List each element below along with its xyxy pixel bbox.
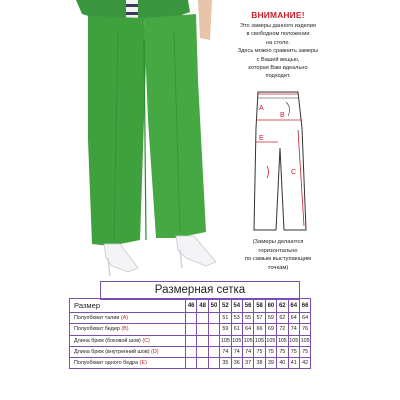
table-cell — [197, 358, 208, 369]
table-cell — [208, 335, 219, 346]
size-header: 50 — [208, 299, 219, 313]
table-cell: 76 — [299, 324, 310, 335]
table-cell: 75 — [265, 346, 276, 357]
table-cell: 75 — [254, 346, 265, 357]
label-a: A — [259, 105, 264, 112]
table-cell: 51 — [220, 313, 231, 324]
table-cell: 75 — [277, 346, 288, 357]
row-label: Полуобхват талии (A) — [70, 313, 186, 324]
table-cell: 105 — [265, 335, 276, 346]
product-photo — [48, 0, 228, 276]
table-row — [70, 346, 311, 357]
notice-title: ВНИМАНИЕ! — [251, 10, 305, 20]
size-header: 60 — [265, 299, 276, 313]
table-cell: 74 — [220, 346, 231, 357]
table-cell: 55 — [242, 313, 253, 324]
table-cell: 74 — [242, 346, 253, 357]
measurement-note: (Замеры делаются горизонтально по самым выступающим точкам) — [244, 239, 312, 271]
label-c: C — [291, 169, 297, 176]
table-cell: 38 — [254, 358, 265, 369]
table-cell: 66 — [254, 324, 265, 335]
measurement-notice — [226, 10, 330, 81]
row-label: Длина брюк (внутренний шов) (D) — [70, 346, 186, 357]
size-grid-title: Размерная сетка — [100, 281, 300, 300]
header-label: Размер — [70, 299, 186, 313]
table-row — [70, 358, 311, 369]
table-cell — [197, 313, 208, 324]
table-cell: 69 — [265, 324, 276, 335]
table-cell: 39 — [265, 358, 276, 369]
table-cell: 105 — [242, 335, 253, 346]
row-label: Полуобхват бедер (B) — [70, 324, 186, 335]
size-header: 64 — [288, 299, 299, 313]
table-cell: 53 — [231, 313, 242, 324]
table-cell: 62 — [277, 313, 288, 324]
table-cell — [208, 358, 219, 369]
table-cell: 42 — [299, 358, 310, 369]
size-header: 48 — [197, 299, 208, 313]
table-cell — [208, 346, 219, 357]
table-cell: 41 — [288, 358, 299, 369]
table-cell: 61 — [231, 324, 242, 335]
table-cell: 57 — [254, 313, 265, 324]
size-table — [69, 298, 311, 369]
table-cell: 75 — [299, 346, 310, 357]
table-cell — [186, 313, 197, 324]
table-cell — [197, 324, 208, 335]
table-cell — [186, 346, 197, 357]
table-header-row — [70, 299, 311, 313]
table-cell: 72 — [277, 324, 288, 335]
size-header: 58 — [254, 299, 265, 313]
size-header: 62 — [277, 299, 288, 313]
table-row — [70, 324, 311, 335]
table-cell: 105 — [220, 335, 231, 346]
table-cell: 64 — [288, 313, 299, 324]
size-header: 46 — [186, 299, 197, 313]
row-label: Длина брюк (боковой шов) (C) — [70, 335, 186, 346]
table-cell: 105 — [299, 335, 310, 346]
table-cell — [208, 324, 219, 335]
label-b: B — [280, 112, 285, 119]
table-cell — [197, 335, 208, 346]
table-cell: 74 — [288, 324, 299, 335]
size-header: 56 — [242, 299, 253, 313]
arm — [198, 0, 212, 40]
table-cell: 40 — [277, 358, 288, 369]
table-cell: 105 — [277, 335, 288, 346]
row-label: Полуобхват одного бедра (E) — [70, 358, 186, 369]
size-header: 54 — [231, 299, 242, 313]
table-cell: 59 — [265, 313, 276, 324]
table-cell — [186, 335, 197, 346]
table-cell: 64 — [299, 313, 310, 324]
table-cell: 36 — [231, 358, 242, 369]
table-row — [70, 335, 311, 346]
notice-text: Это замеры данного изделия в свободном положении на столе. Здесь можно сравнить замеры с Вашей вещью, которая Вам идеально подходит. — [237, 23, 319, 80]
table-cell — [186, 324, 197, 335]
table-cell: 35 — [220, 358, 231, 369]
table-cell: 74 — [231, 346, 242, 357]
table-cell: 59 — [220, 324, 231, 335]
table-cell — [186, 358, 197, 369]
table-cell: 105 — [231, 335, 242, 346]
pants-right-leg — [144, 14, 206, 238]
size-header: 52 — [220, 299, 231, 313]
table-cell: 105 — [288, 335, 299, 346]
measurement-diagram — [246, 88, 312, 234]
table-row — [70, 313, 311, 324]
size-header: 66 — [299, 299, 310, 313]
table-cell: 105 — [254, 335, 265, 346]
pants-left-leg — [88, 16, 146, 246]
table-cell: 64 — [242, 324, 253, 335]
label-e: E — [259, 135, 264, 142]
table-cell: 75 — [288, 346, 299, 357]
table-cell — [208, 313, 219, 324]
table-cell — [197, 346, 208, 357]
table-cell: 37 — [242, 358, 253, 369]
